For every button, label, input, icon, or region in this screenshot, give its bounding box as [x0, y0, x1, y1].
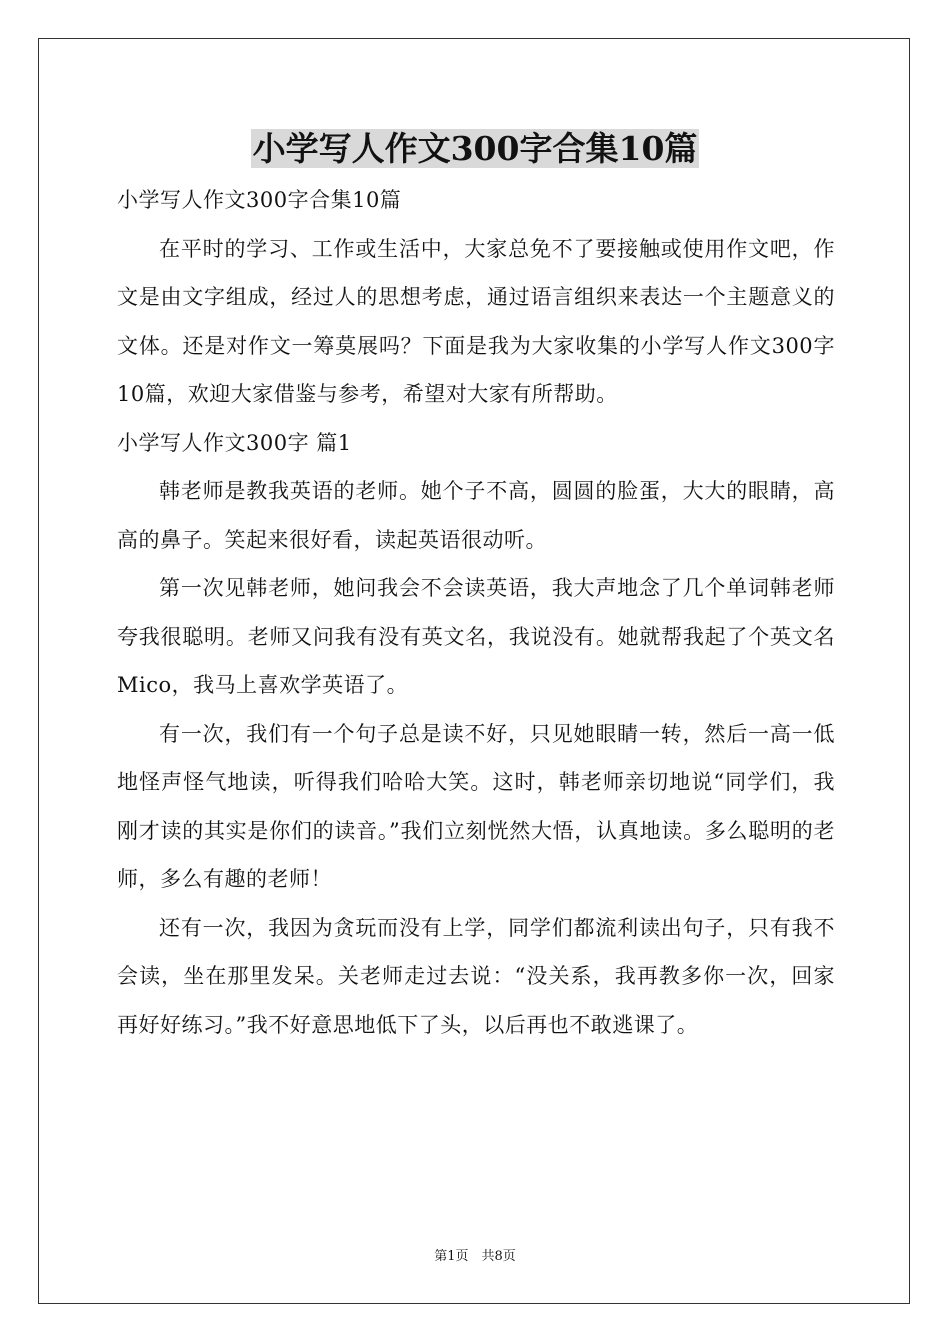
section-heading: 小学写人作文300字 篇1	[117, 430, 352, 455]
section-paragraph-4: 还有一次，我因为贪玩而没有上学，同学们都流利读出句子，只有我不会读，坐在那里发呆。关老师走过去说：“没关系，我再教多你一次，回家再好好练习。”我不好意思地低下了头，以后再也不敢逃课了。	[117, 915, 835, 1037]
page-footer	[0, 1248, 950, 1266]
document-body	[117, 176, 835, 1049]
intro-paragraph: 在平时的学习、工作或生活中，大家总免不了要接触或使用作文吧，作文是由文字组成，经过人的思想考虑，通过语言组织来表达一个主题意义的文体。还是对作文一筹莫展吗？下面是我为大家收集的小学写人作文300字10篇，欢迎大家借鉴与参考，希望对大家有所帮助。	[117, 236, 835, 406]
document-title-text: 小学写人作文300字合集10篇	[252, 129, 698, 168]
section-paragraph-3: 有一次，我们有一个句子总是读不好，只见她眼睛一转，然后一高一低地怪声怪气地读，听得我们哈哈大笑。这时，韩老师亲切地说“同学们，我刚才读的其实是你们的读音。”我们立刻恍然大悟，认真地读。多么聪明的老师，多么有趣的老师！	[117, 721, 835, 891]
section-paragraph-1: 韩老师是教我英语的老师。她个子不高，圆圆的脸蛋，大大的眼睛，高高的鼻子。笑起来很好看，读起英语很动听。	[117, 479, 835, 552]
section-paragraph-2: 第一次见韩老师，她问我会不会读英语，我大声地念了几个单词韩老师夸我很聪明。老师又问我有没有英文名，我说没有。她就帮我起了个英文名Mico，我马上喜欢学英语了。	[117, 576, 835, 697]
page-number-label: 第1页 共8页	[434, 1249, 516, 1264]
document-subtitle: 小学写人作文300字合集10篇	[117, 188, 402, 212]
document-title	[0, 126, 950, 172]
